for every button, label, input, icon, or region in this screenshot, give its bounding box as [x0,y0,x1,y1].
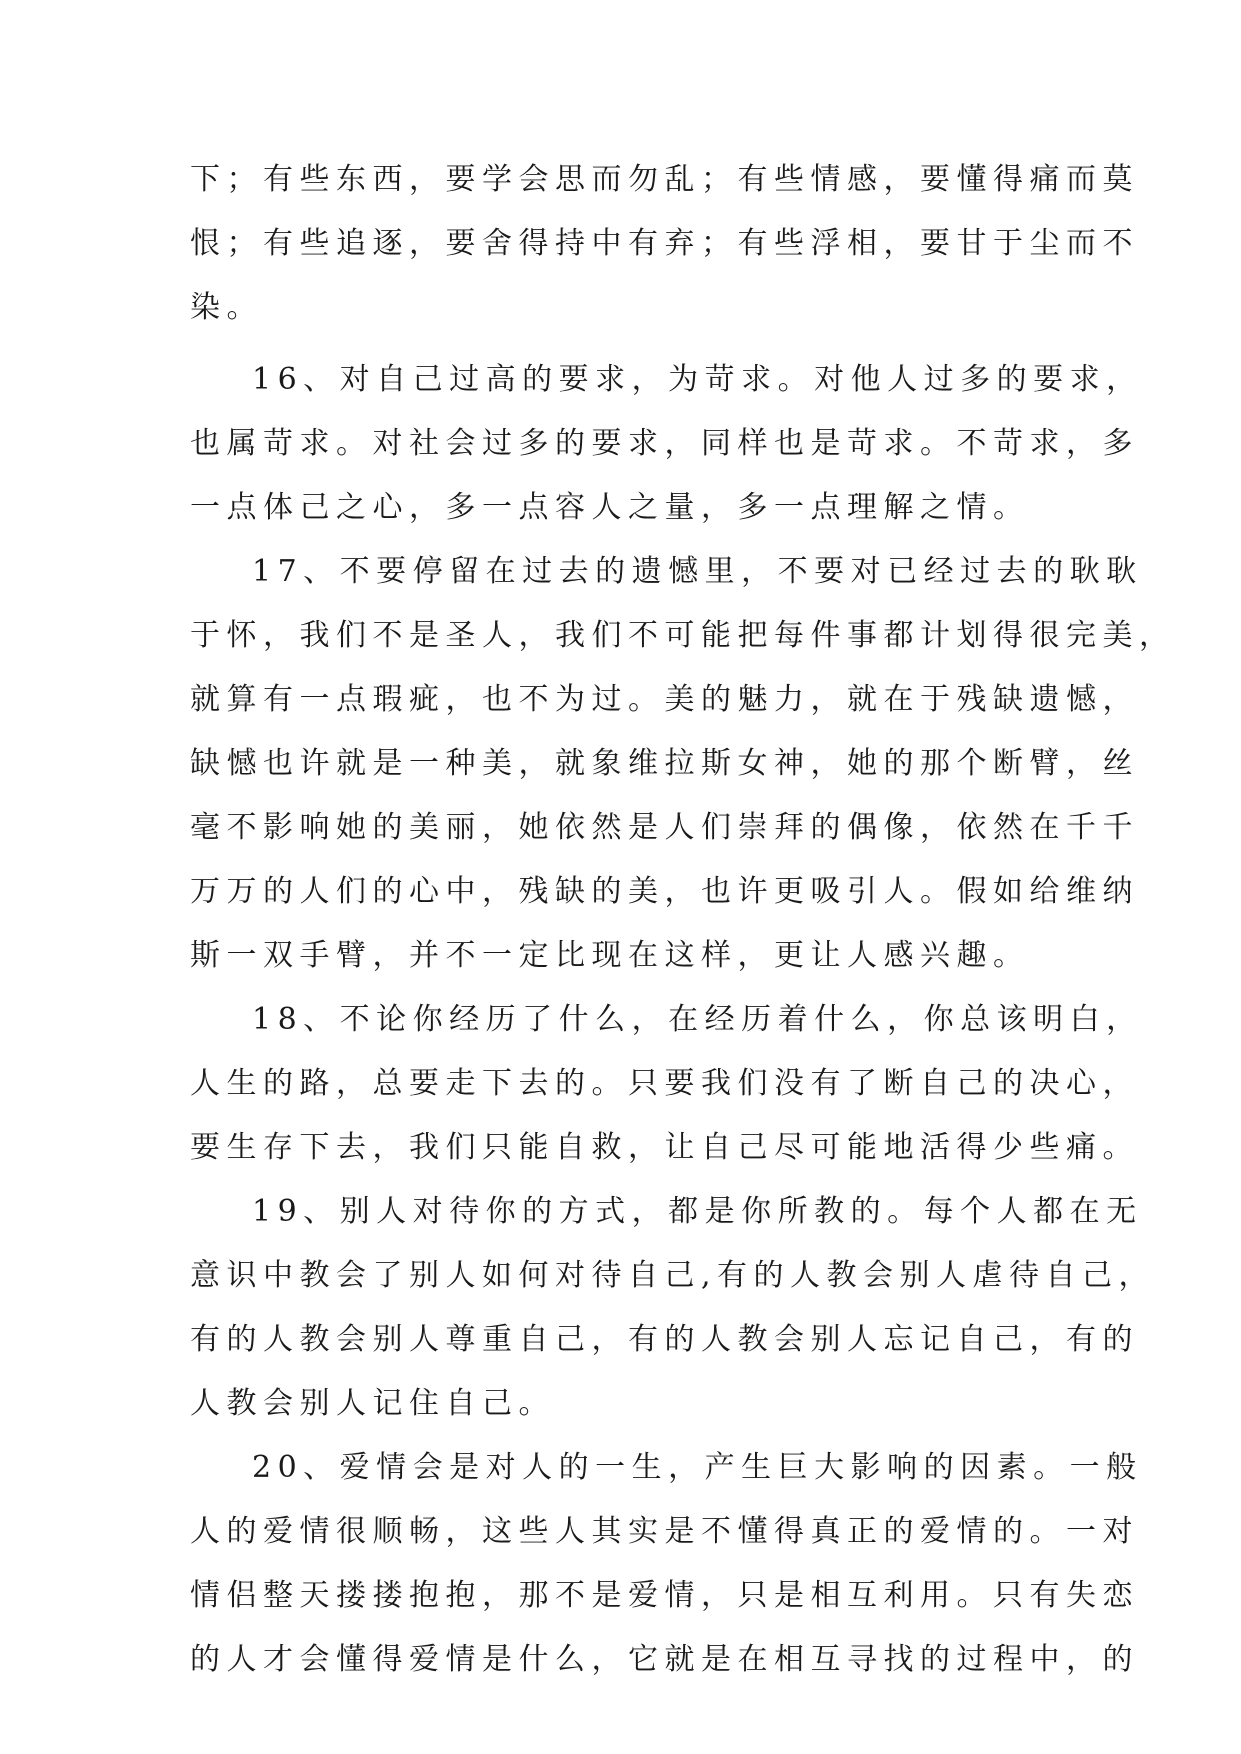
text-line: 于怀，我们不是圣人，我们不可能把每件事都计划得很完美， [190,618,1176,653]
text-line: 的人才会懂得爱情是什么，它就是在相互寻找的过程中，的 [190,1642,1139,1677]
paragraph [190,1436,1143,1692]
text-line: 恨；有些追逐，要舍得持中有弃；有些浮相，要甘于尘而不 [190,226,1139,261]
text-line: 19、别人对待你的方式，都是你所教的。每个人都在无 [252,1194,1143,1229]
text-line: 下；有些东西，要学会思而勿乱；有些情感，要懂得痛而莫 [190,162,1139,197]
text-line: 万万的人们的心中，残缺的美，也许更吸引人。假如给维纳 [190,874,1139,909]
text-line: 有的人教会别人尊重自己，有的人教会别人忘记自己，有的 [190,1322,1139,1357]
text-line: 17、不要停留在过去的遗憾里，不要对已经过去的耿耿 [252,554,1143,589]
text-line: 情侣整天搂搂抱抱，那不是爱情，只是相互利用。只有失恋 [190,1578,1139,1613]
text-line: 要生存下去，我们只能自救，让自己尽可能地活得少些痛。 [190,1130,1139,1165]
text-line: 斯一双手臂，并不一定比现在这样，更让人感兴趣。 [190,938,1030,973]
text-line: 16、对自己过高的要求，为苛求。对他人过多的要求， [252,362,1143,397]
text-line: 就算有一点瑕疵，也不为过。美的魅力，就在于残缺遗憾， [190,682,1139,717]
paragraph [190,540,1176,988]
text-line: 人的爱情很顺畅，这些人其实是不懂得真正的爱情的。一对 [190,1514,1139,1549]
text-line: 18、不论你经历了什么，在经历着什么，你总该明白， [252,1002,1143,1037]
text-line: 人生的路，总要走下去的。只要我们没有了断自己的决心， [190,1066,1139,1101]
paragraph [190,1180,1156,1436]
text-line: 毫不影响她的美丽，她依然是人们崇拜的偶像，依然在千千 [190,810,1139,845]
paragraph [190,148,1139,340]
text-line: 缺憾也许就是一种美，就象维拉斯女神，她的那个断臂，丝 [190,746,1139,781]
text-line: 人教会别人记住自己。 [190,1386,555,1421]
text-line: 20、爱情会是对人的一生，产生巨大影响的因素。一般 [252,1450,1143,1485]
text-line: 染。 [190,290,263,325]
text-line: 意识中教会了别人如何对待自己,有的人教会别人虐待自己， [190,1258,1156,1293]
paragraph [190,348,1143,540]
text-line: 一点体己之心，多一点容人之量，多一点理解之情。 [190,490,1030,525]
document-body [190,148,1176,1692]
paragraph [190,988,1143,1180]
text-line: 也属苛求。对社会过多的要求，同样也是苛求。不苛求，多 [190,426,1139,461]
